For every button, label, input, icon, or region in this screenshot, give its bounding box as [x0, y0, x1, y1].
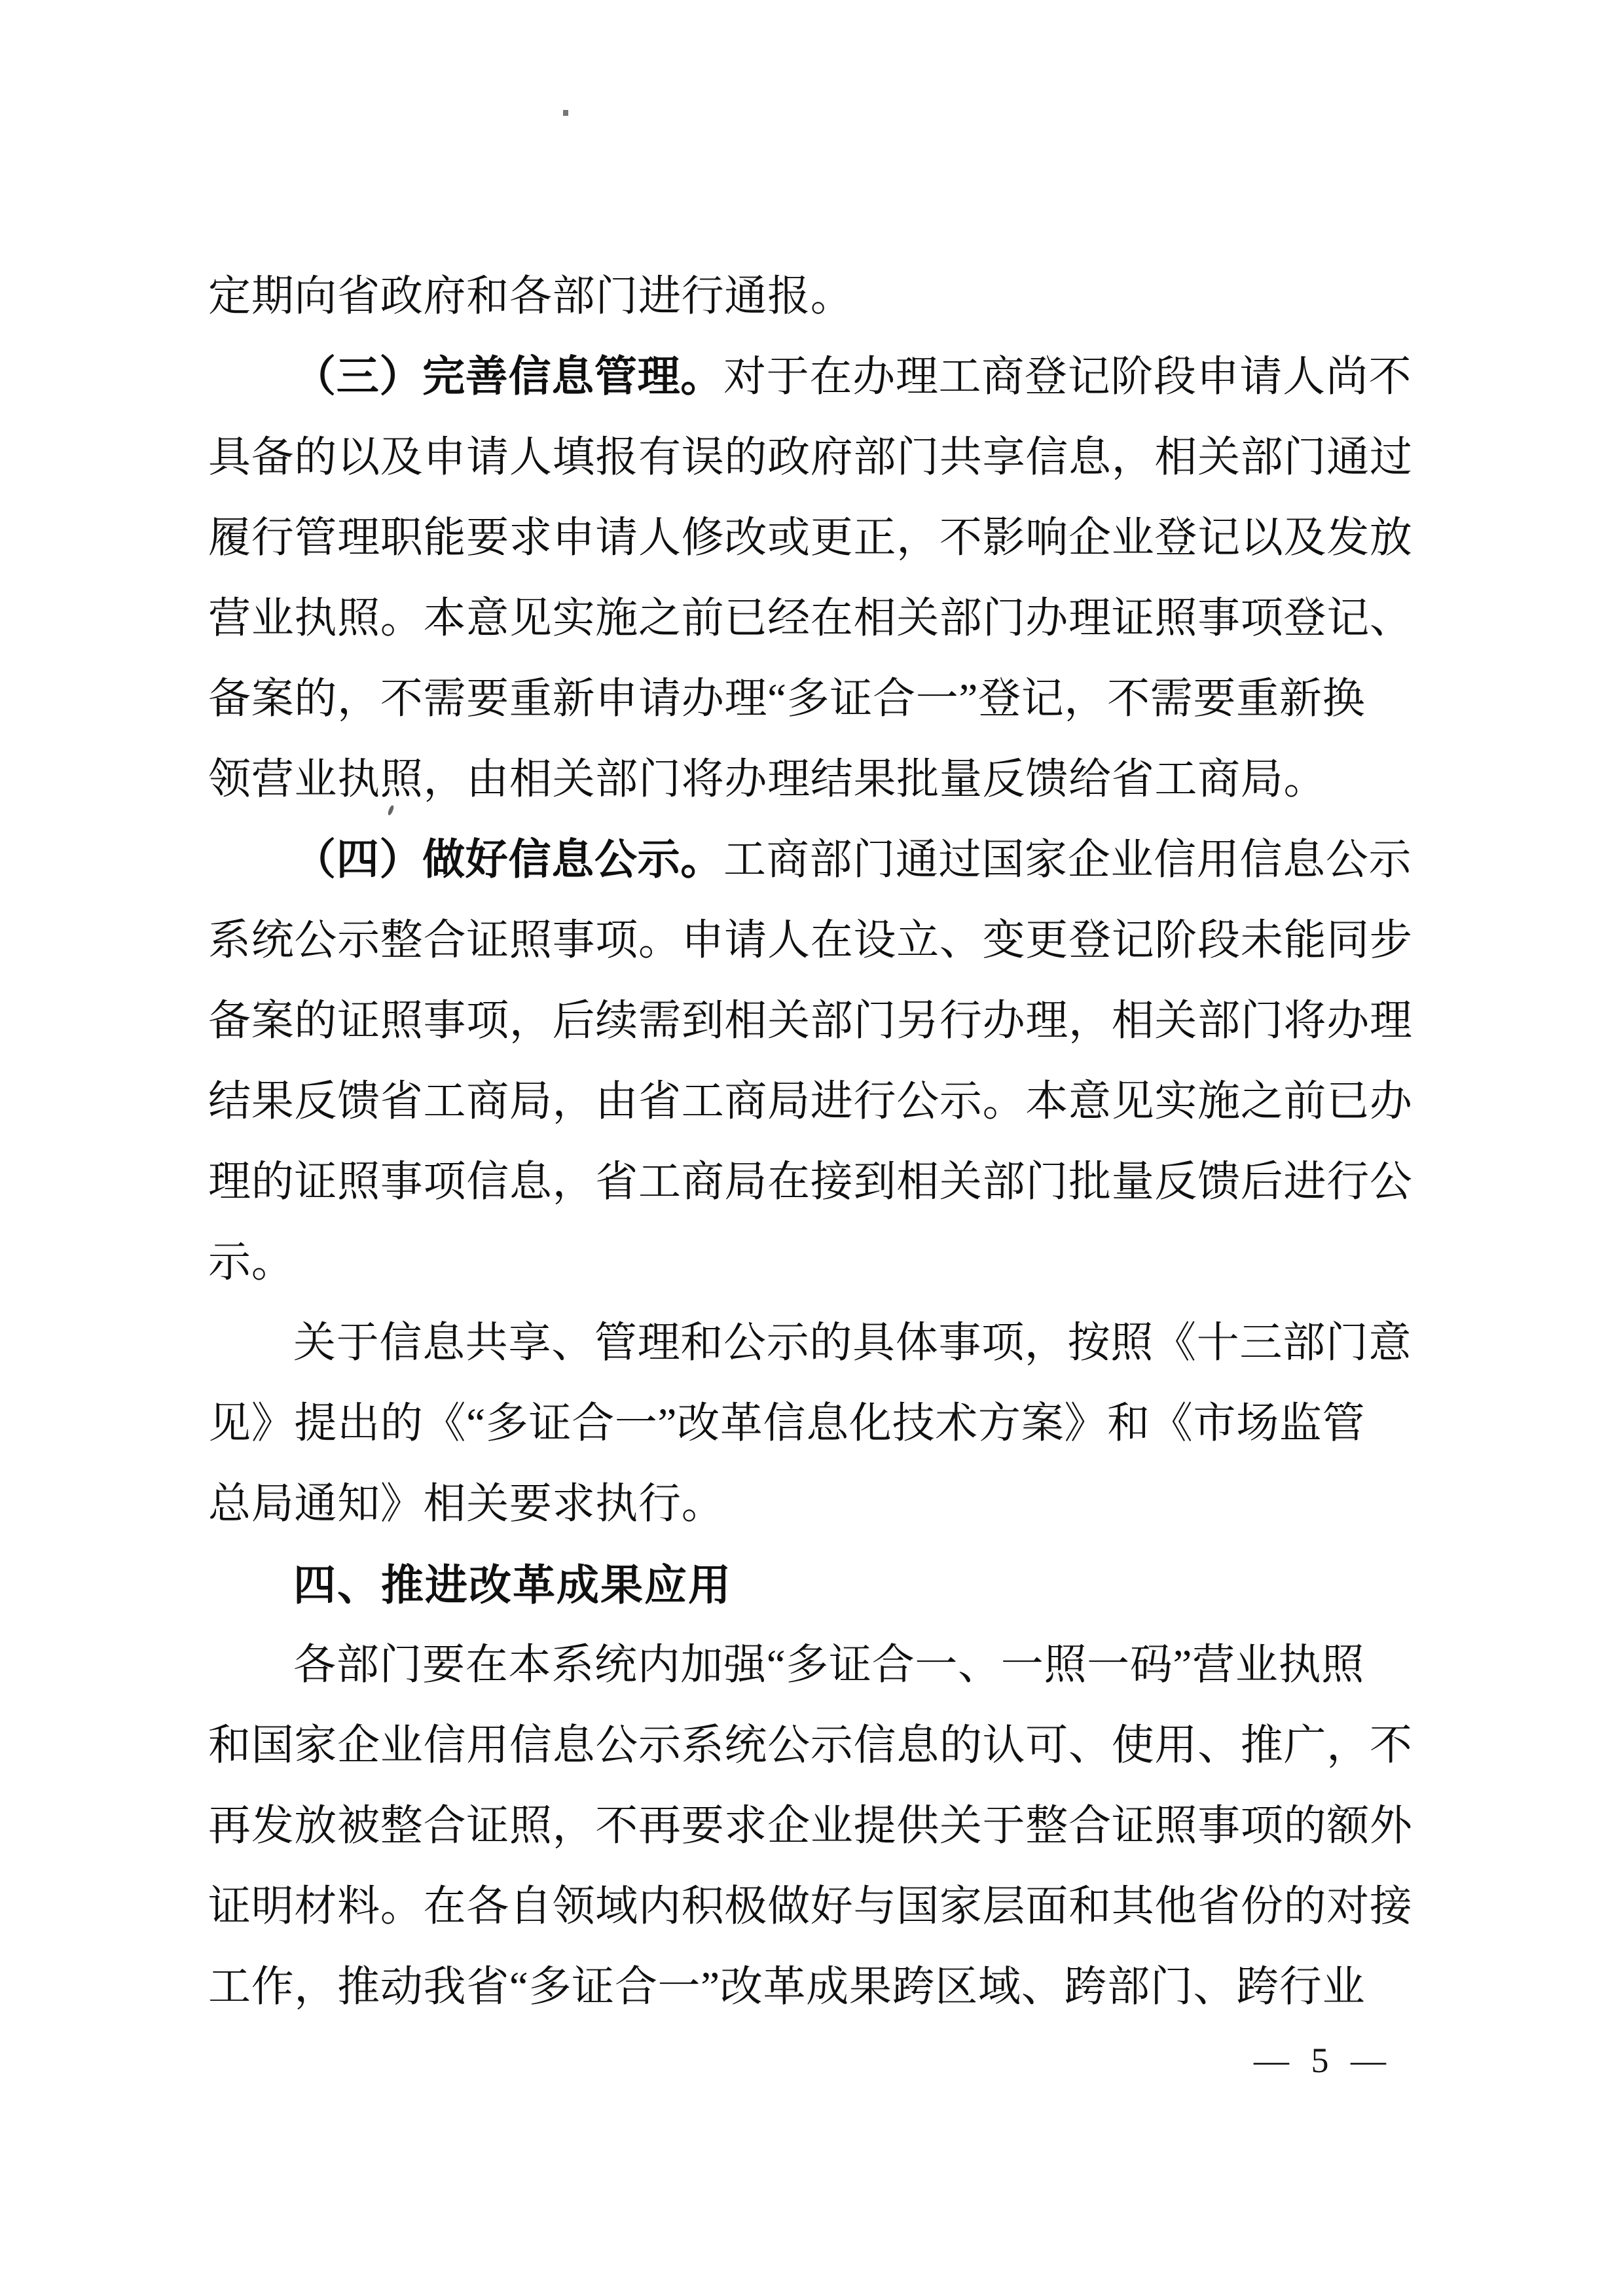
- line-text: 系统公示整合证照事项。申请人在设立、变更登记阶段未能同步: [208, 917, 1413, 964]
- text-line: [208, 740, 1423, 820]
- text-line: [208, 1867, 1423, 1947]
- section-heading: [208, 1545, 1423, 1625]
- line-text: 理的证照事项信息，省工商局在接到相关部门批量反馈后进行公: [208, 1158, 1413, 1206]
- paragraph-lead: （三）完善信息管理。: [293, 353, 724, 401]
- line-text: 工作，推动我省“多证合一”改革成果跨区域、跨部门、跨行业: [208, 1964, 1366, 2011]
- text-line: [208, 418, 1423, 498]
- line-text: 对于在办理工商登记阶段申请人尚不: [723, 353, 1412, 401]
- text-line: [208, 498, 1423, 579]
- text-line: [208, 1062, 1423, 1142]
- line-text: 定期向省政府和各部门进行通报。: [208, 273, 854, 320]
- text-line: [208, 1384, 1423, 1464]
- line-text: 备案的证照事项，后续需到相关部门另行办理，相关部门将办理: [208, 997, 1413, 1045]
- line-text: 证明材料。在各自领域内积极做好与国家层面和其他省份的对接: [208, 1883, 1413, 1930]
- body-text: [208, 257, 1423, 2028]
- line-text: 再发放被整合证照，不再要求企业提供关于整合证照事项的额外: [208, 1803, 1413, 1850]
- line-text: 领营业执照，由相关部门将办理结果批量反馈给省工商局。: [208, 756, 1327, 803]
- scan-speck: [563, 110, 568, 116]
- line-text: 履行管理职能要求申请人修改或更正，不影响企业登记以及发放: [208, 514, 1413, 562]
- line-text: 备案的，不需要重新申请办理“多证合一”登记，不需要重新换: [208, 675, 1366, 723]
- line-text: 营业执照。本意见实施之前已经在相关部门办理证照事项登记、: [208, 595, 1413, 642]
- line-text: 示。: [208, 1239, 295, 1286]
- line-text: 关于信息共享、管理和公示的具体事项，按照《十三部门意: [293, 1319, 1412, 1367]
- line-text: 工商部门通过国家企业信用信息公示: [723, 836, 1412, 884]
- text-line: [208, 981, 1423, 1062]
- line-text: 和国家企业信用信息公示系统公示信息的认可、使用、推广，不: [208, 1722, 1413, 1769]
- text-line: [208, 659, 1423, 740]
- line-text: 结果反馈省工商局，由省工商局进行公示。本意见实施之前已办: [208, 1078, 1413, 1125]
- text-line: [208, 1303, 1423, 1384]
- text-line: [208, 1947, 1423, 2028]
- page-number: — 5 —: [1254, 2041, 1393, 2080]
- text-line: [208, 337, 1423, 418]
- text-line: [208, 1223, 1423, 1303]
- text-line: [208, 1625, 1423, 1706]
- text-line: [208, 1142, 1423, 1223]
- paragraph-lead: （四）做好信息公示。: [293, 836, 724, 884]
- line-text: 各部门要在本系统内加强“多证合一、一照一码”营业执照: [293, 1641, 1364, 1689]
- line-text: 总局通知》相关要求执行。: [208, 1480, 725, 1528]
- text-line: [208, 579, 1423, 659]
- line-text: 见》提出的《“多证合一”改革信息化技术方案》和《市场监管: [208, 1400, 1366, 1447]
- text-line: [208, 1464, 1423, 1545]
- text-line: [208, 257, 1423, 337]
- text-line: [208, 901, 1423, 981]
- section-heading-text: 四、推进改革成果应用: [293, 1561, 733, 1609]
- text-line: [208, 1706, 1423, 1786]
- text-line: [208, 1786, 1423, 1867]
- line-text: 具备的以及申请人填报有误的政府部门共享信息，相关部门通过: [208, 434, 1413, 481]
- text-line: [208, 820, 1423, 901]
